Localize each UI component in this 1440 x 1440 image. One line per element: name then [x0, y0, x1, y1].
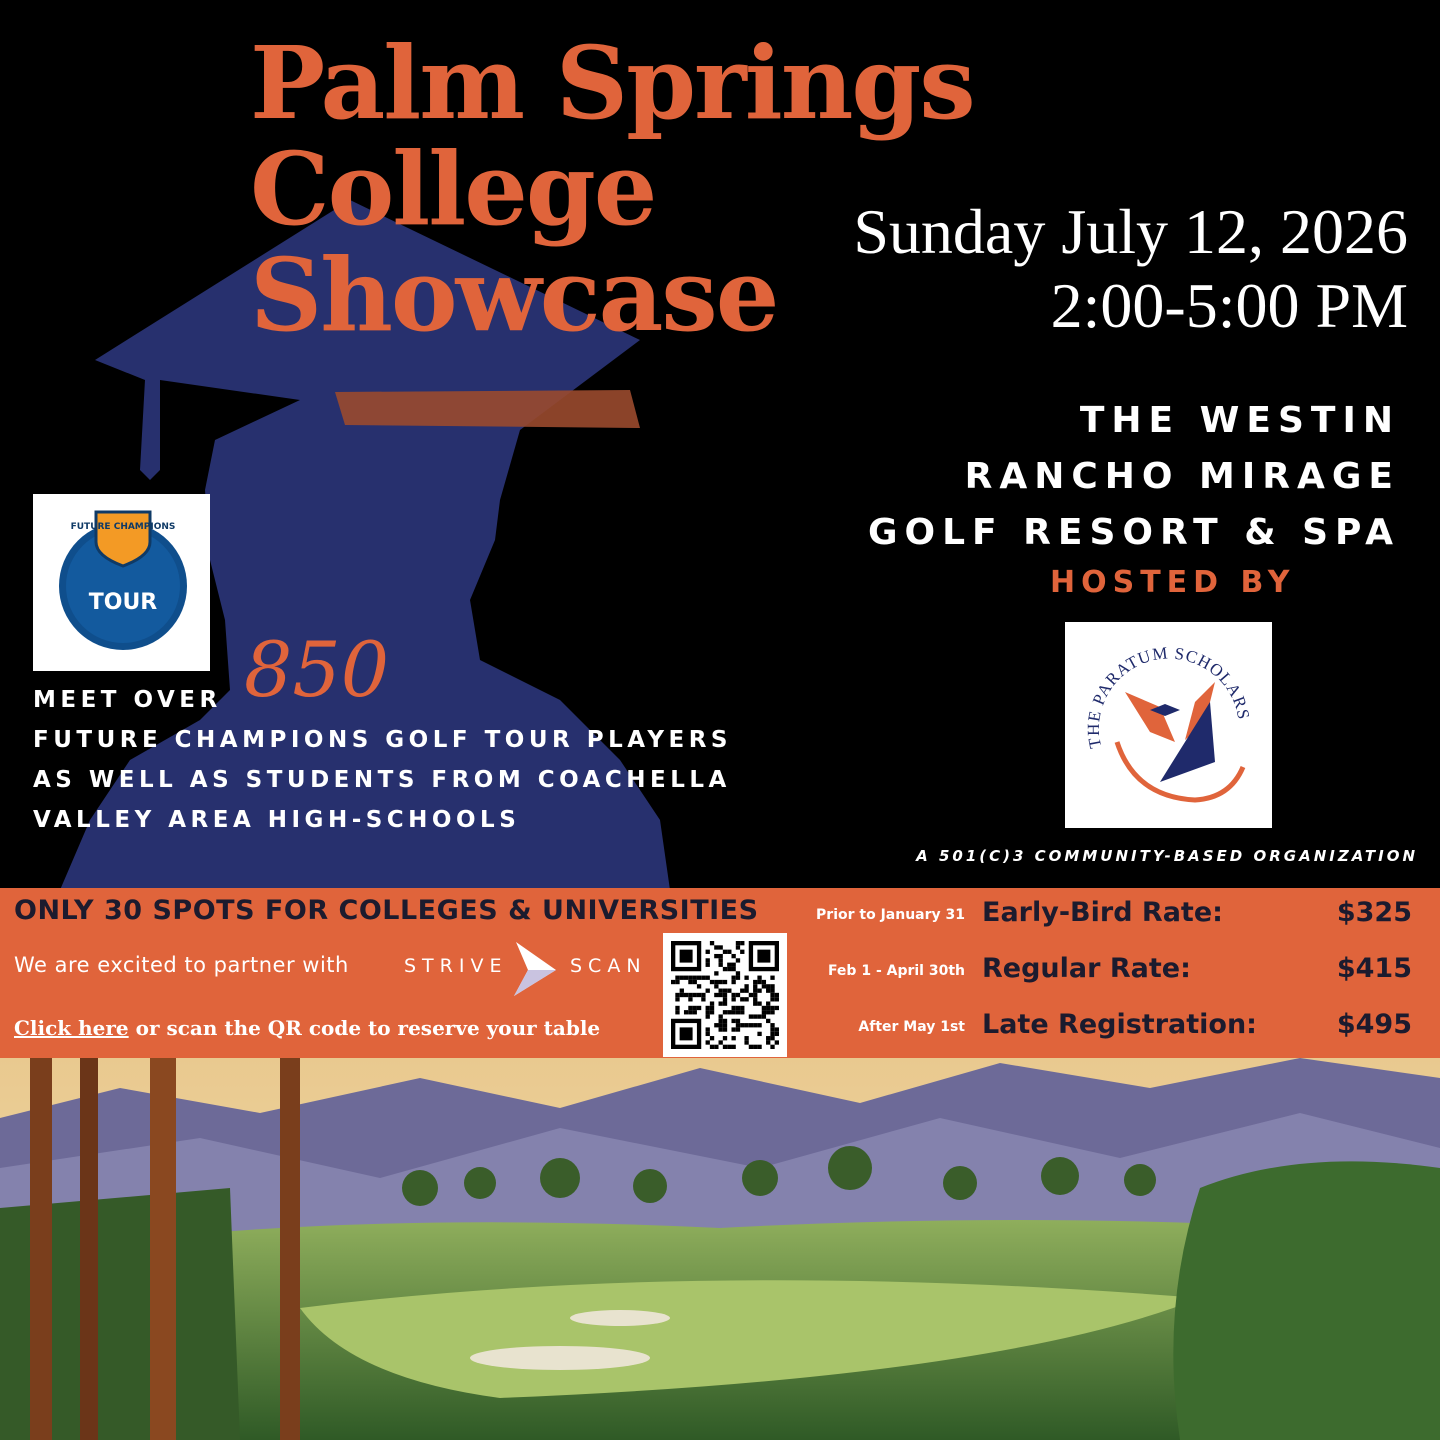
- rate-note: Prior to January 31: [816, 907, 965, 923]
- tour-badge-text: TOUR: [88, 590, 158, 615]
- rate-name: Early-Bird Rate:: [982, 897, 1223, 928]
- rate-name: Regular Rate:: [982, 953, 1191, 984]
- rate-note: Feb 1 - April 30th: [827, 963, 965, 979]
- rate-price: $495: [1336, 1009, 1412, 1040]
- reserve-instructions: [14, 1016, 600, 1040]
- title-line-2: College: [250, 130, 656, 248]
- reserve-instructions-text: or scan the QR code to reserve your table: [128, 1016, 601, 1040]
- hosted-by-label: HOSTED BY: [1050, 565, 1296, 600]
- strivescan-logo-right: SCAN: [570, 955, 647, 977]
- venue-line-3: GOLF RESORT & SPA: [867, 512, 1400, 553]
- meet-line-4: VALLEY AREA HIGH-SCHOOLS: [33, 807, 521, 833]
- rate-price: $325: [1336, 897, 1412, 928]
- rate-row-late: [800, 1007, 1420, 1047]
- meet-line-3: AS WELL AS STUDENTS FROM COACHELLA: [33, 767, 731, 793]
- event-time: 2:00-5:00 PM: [1050, 270, 1408, 341]
- meet-line-2: FUTURE CHAMPIONS GOLF TOUR PLAYERS: [33, 727, 732, 753]
- qr-code-icon: [663, 933, 787, 1057]
- event-date: Sunday July 12, 2026: [853, 196, 1408, 267]
- meet-line-1: MEET OVER: [33, 687, 222, 713]
- future-champions-golf-tour-icon: [33, 494, 210, 671]
- event-date-time: [853, 195, 1408, 343]
- strivescan-logo-left: STRIVE: [404, 955, 508, 977]
- click-here-link[interactable]: Click here: [14, 1016, 129, 1040]
- player-count: 850: [244, 625, 390, 714]
- paratum-scholars-logo: [1065, 622, 1272, 828]
- tour-shield-text: FUTURE CHAMPIONS: [70, 522, 176, 532]
- venue-line-2: RANCHO MIRAGE: [964, 456, 1400, 497]
- host-logo-text: THE PARATUM SCHOLARS: [1083, 643, 1254, 750]
- rate-note: After May 1st: [858, 1019, 965, 1035]
- strivescan-chevron-icon: [506, 940, 558, 998]
- meet-players-text: [33, 680, 732, 840]
- golf-course-painting: [0, 1058, 1440, 1440]
- venue-line-1: THE WESTIN: [1079, 400, 1400, 441]
- paratum-scholars-icon: [1065, 622, 1272, 828]
- spots-headline: ONLY 30 SPOTS FOR COLLEGES & UNIVERSITIES: [14, 895, 759, 926]
- rate-price: $415: [1336, 953, 1412, 984]
- venue: [868, 393, 1400, 561]
- title-line-3: Showcase: [250, 236, 778, 354]
- rate-name: Late Registration:: [982, 1009, 1257, 1040]
- org-tagline: A 501(C)3 COMMUNITY-BASED ORGANIZATION: [916, 847, 1418, 865]
- title-line-1: Palm Springs: [250, 24, 974, 142]
- qr-code[interactable]: [663, 933, 787, 1057]
- rate-row-regular: [800, 951, 1420, 991]
- rate-row-early-bird: [800, 895, 1420, 935]
- future-champions-tour-logo: [33, 494, 210, 671]
- partner-text: We are excited to partner with: [14, 953, 349, 977]
